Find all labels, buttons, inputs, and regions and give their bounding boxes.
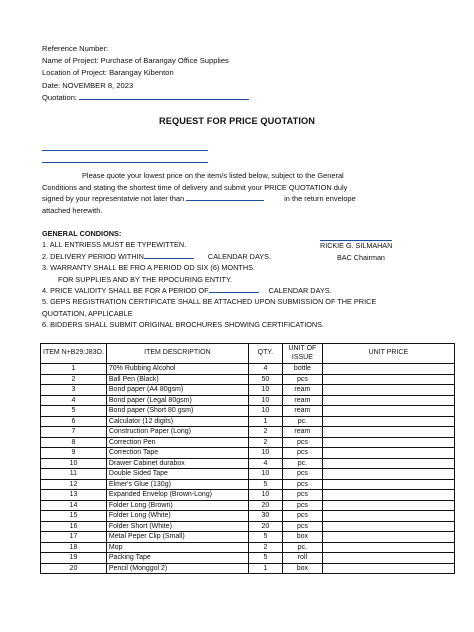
cell-qty: 1 — [248, 416, 282, 427]
cell-item-no: 1 — [41, 364, 107, 375]
table-row — [41, 374, 455, 385]
cell-description: Bond paper (Short 80 gsm) — [106, 406, 248, 417]
header-unit-line-1: UNIT OF — [288, 345, 317, 352]
cell-qty: 50 — [248, 374, 282, 385]
cell-unit-price[interactable] — [322, 500, 454, 511]
validity-days-blank — [209, 285, 259, 293]
cell-qty: 10 — [248, 490, 282, 501]
cell-qty: 5 — [248, 479, 282, 490]
intro-line-1: Please quote your lowest price on the item/s listed below, subject to the General — [82, 171, 344, 180]
cell-qty: 1 — [248, 563, 282, 574]
table-row — [41, 469, 455, 480]
table-row — [41, 521, 455, 532]
condition-1: 1. ALL ENTRIESS MUST BE TYPEWITTEN. — [42, 240, 187, 250]
cell-description: Expanded Envelop (Brown-Long) — [106, 490, 248, 501]
cell-item-no: 13 — [41, 490, 107, 501]
cell-unit-price[interactable] — [322, 364, 454, 375]
cell-qty: 10 — [248, 385, 282, 396]
cell-qty: 4 — [248, 458, 282, 469]
intro-line-2: Conditions and stating the shortest time of delivery and submit your PRICE QUOTATION duly — [42, 182, 348, 192]
table-body — [41, 364, 455, 574]
table-row — [41, 427, 455, 438]
intro-line-3a: signed by your representatvie not later than — [42, 194, 185, 204]
cell-unit: ream — [282, 427, 322, 438]
cell-item-no: 18 — [41, 542, 107, 553]
cell-unit: pcs — [282, 511, 322, 522]
cell-item-no: 19 — [41, 553, 107, 564]
cell-item-no: 10 — [41, 458, 107, 469]
condition-2-text: 2. DELIVERY PERIOD WITHIN — [42, 251, 144, 261]
reference-number: Reference Number: — [42, 44, 109, 53]
cell-description: Correction Tape — [106, 448, 248, 459]
cell-description: Bond paper (Legal 80gsm) — [106, 395, 248, 406]
header-item-description: ITEM DESCRIPTION — [106, 344, 248, 364]
cell-item-no: 3 — [41, 385, 107, 396]
table-header-row — [41, 344, 455, 364]
header-block — [42, 43, 249, 104]
table-row — [41, 542, 455, 553]
signatory-name: RICKIE G. SILMAHAN — [320, 241, 393, 250]
cell-item-no: 17 — [41, 532, 107, 543]
cell-item-no: 16 — [41, 521, 107, 532]
cell-unit-price[interactable] — [322, 490, 454, 501]
cell-description: Calculator (12 digits) — [106, 416, 248, 427]
cell-qty: 30 — [248, 511, 282, 522]
project-location: Location of Project: Barangay Kibenton — [42, 68, 174, 78]
table-row — [41, 511, 455, 522]
cell-description: Drawer Cabinet durabox — [106, 458, 248, 469]
header-item-no: ITEM N+B29:J83O. — [41, 344, 107, 364]
intro-paragraph — [42, 170, 432, 216]
cell-unit-price[interactable] — [322, 563, 454, 574]
quotation-label: Quotation: — [42, 92, 78, 102]
cell-item-no: 15 — [41, 511, 107, 522]
cell-unit-price[interactable] — [322, 385, 454, 396]
cell-unit: pc. — [282, 416, 322, 427]
cell-qty: 10 — [248, 395, 282, 406]
document-title: REQUEST FOR PRICE QUOTATION — [159, 116, 315, 126]
cell-unit: pcs — [282, 490, 322, 501]
table-row — [41, 500, 455, 511]
cell-unit-price[interactable] — [322, 458, 454, 469]
table-row — [41, 490, 455, 501]
cell-unit: bottle — [282, 364, 322, 375]
cell-unit: box — [282, 532, 322, 543]
cell-unit: ream — [282, 395, 322, 406]
cell-unit: roll — [282, 553, 322, 564]
conditions-heading: GENERAL CONDIONS: — [42, 229, 122, 238]
header-unit-of-issue — [282, 344, 322, 364]
cell-description: Ball Pen (Black) — [106, 374, 248, 385]
condition-3-cont: FOR SUPPLIES AND BY THE RPOCURING ENTITY. — [58, 274, 232, 284]
cell-description: Bond paper (A4 80gsm) — [106, 385, 248, 396]
cell-unit: pcs — [282, 448, 322, 459]
cell-description: Mop — [106, 542, 248, 553]
cell-unit: pcs — [282, 437, 322, 448]
signatory-name-block — [320, 241, 392, 250]
cell-description: 70% Rubbing Alcohol — [106, 364, 248, 375]
header-unit-price: UNIT PRICE — [322, 344, 454, 364]
cell-description: Double Sided Tape — [106, 469, 248, 480]
condition-5: 5. GEPS REGISTRATION CERTIFICATE SHALL BE ATTACHED UPON SUBMISSION OF THE PRICE — [42, 297, 377, 307]
cell-qty: 10 — [248, 448, 282, 459]
cell-qty: 2 — [248, 542, 282, 553]
cell-unit-price[interactable] — [322, 427, 454, 438]
delivery-days-blank — [144, 251, 194, 259]
signatory-position: BAC Chairman — [337, 253, 385, 262]
items-table — [40, 343, 455, 574]
cell-item-no: 6 — [41, 416, 107, 427]
condition-5-cont: QUOTATION, APPLICABLE — [42, 308, 133, 318]
intro-line-4: attached herewith. — [42, 205, 103, 215]
cell-item-no: 9 — [41, 448, 107, 459]
condition-4-suffix: CALENDAR DAYS. — [268, 286, 332, 296]
cell-unit-price[interactable] — [322, 532, 454, 543]
cell-qty: 10 — [248, 469, 282, 480]
cell-unit: pcs — [282, 374, 322, 385]
cell-description: Elmer's Glue (130g) — [106, 479, 248, 490]
cell-item-no: 11 — [41, 469, 107, 480]
table-row — [41, 364, 455, 375]
table-row — [41, 448, 455, 459]
cell-qty: 4 — [248, 364, 282, 375]
cell-unit-price[interactable] — [322, 448, 454, 459]
header-unit-line-2: ISSUE — [291, 353, 313, 361]
cell-unit-price[interactable] — [322, 406, 454, 417]
table-row — [41, 458, 455, 469]
cell-unit-price[interactable] — [322, 395, 454, 406]
cell-unit: box — [282, 563, 322, 574]
cell-description: Pencil (Monggol 2) — [106, 563, 248, 574]
cell-item-no: 7 — [41, 427, 107, 438]
cell-qty: 2 — [248, 437, 282, 448]
addressee-line-2 — [42, 162, 208, 163]
cell-description: Metal Peper Clip (Small) — [106, 532, 248, 543]
cell-qty: 10 — [248, 406, 282, 417]
cell-description: Folder Short (White) — [106, 521, 248, 532]
cell-unit-price[interactable] — [322, 437, 454, 448]
table-row — [41, 563, 455, 574]
table-row — [41, 395, 455, 406]
condition-3: 3. WARRANTY SHALL BE FRO A PERIOD OD SIX (6) MONTHS. — [42, 263, 256, 273]
cell-unit: pc. — [282, 542, 322, 553]
table-row — [41, 385, 455, 396]
condition-2-suffix: CALENDAR DAYS. — [207, 251, 272, 261]
condition-4-text: 4. PRICE VALIDITY SHALL BE FOR A PERIOD OF — [42, 286, 209, 296]
project-name: Name of Project: Purchase of Barangay Office Supplies — [42, 56, 229, 66]
cell-qty: 20 — [248, 500, 282, 511]
cell-qty: 2 — [248, 427, 282, 438]
cell-description: Folder Long (Brown) — [106, 500, 248, 511]
condition-6: 6. BIDDERS SHALL SUBMIT ORIGINAL BROCHURES SHOWING CERTIFICATIONS. — [42, 320, 325, 330]
cell-unit: ream — [282, 406, 322, 417]
cell-unit-price[interactable] — [322, 553, 454, 564]
cell-unit-price[interactable] — [322, 521, 454, 532]
cell-item-no: 20 — [41, 563, 107, 574]
quotation-blank-line — [79, 92, 249, 100]
cell-item-no: 5 — [41, 406, 107, 417]
cell-description: Packing Tape — [106, 553, 248, 564]
cell-item-no: 14 — [41, 500, 107, 511]
table-row — [41, 416, 455, 427]
cell-unit-price[interactable] — [322, 469, 454, 480]
table-row — [41, 479, 455, 490]
cell-unit-price[interactable] — [322, 479, 454, 490]
cell-description: Folder Long (White) — [106, 511, 248, 522]
table-row — [41, 406, 455, 417]
cell-unit: pcs — [282, 500, 322, 511]
cell-item-no: 4 — [41, 395, 107, 406]
cell-item-no: 12 — [41, 479, 107, 490]
cell-description: Correction Pen — [106, 437, 248, 448]
addressee-line-1 — [42, 150, 208, 151]
table-row — [41, 437, 455, 448]
table-row — [41, 553, 455, 564]
project-date: Date: NOVEMBER 8, 2023 — [42, 80, 134, 90]
cell-qty: 5 — [248, 553, 282, 564]
quotation-row — [42, 92, 249, 104]
cell-unit-price[interactable] — [322, 416, 454, 427]
cell-unit-price[interactable] — [322, 542, 454, 553]
cell-unit-price[interactable] — [322, 511, 454, 522]
cell-qty: 20 — [248, 521, 282, 532]
cell-description: Construction Paper (Long) — [106, 427, 248, 438]
cell-unit: pcs — [282, 469, 322, 480]
cell-unit: pcs — [282, 521, 322, 532]
intro-line-3b: in the return envelope — [284, 194, 356, 204]
cell-unit: pc. — [282, 458, 322, 469]
cell-item-no: 2 — [41, 374, 107, 385]
cell-unit-price[interactable] — [322, 374, 454, 385]
cell-qty: 5 — [248, 532, 282, 543]
header-qty: QTY. — [248, 344, 282, 364]
deadline-blank — [186, 193, 264, 201]
condition-4 — [42, 285, 442, 296]
cell-item-no: 8 — [41, 437, 107, 448]
cell-unit: ream — [282, 385, 322, 396]
table-row — [41, 532, 455, 543]
cell-unit: pcs — [282, 479, 322, 490]
